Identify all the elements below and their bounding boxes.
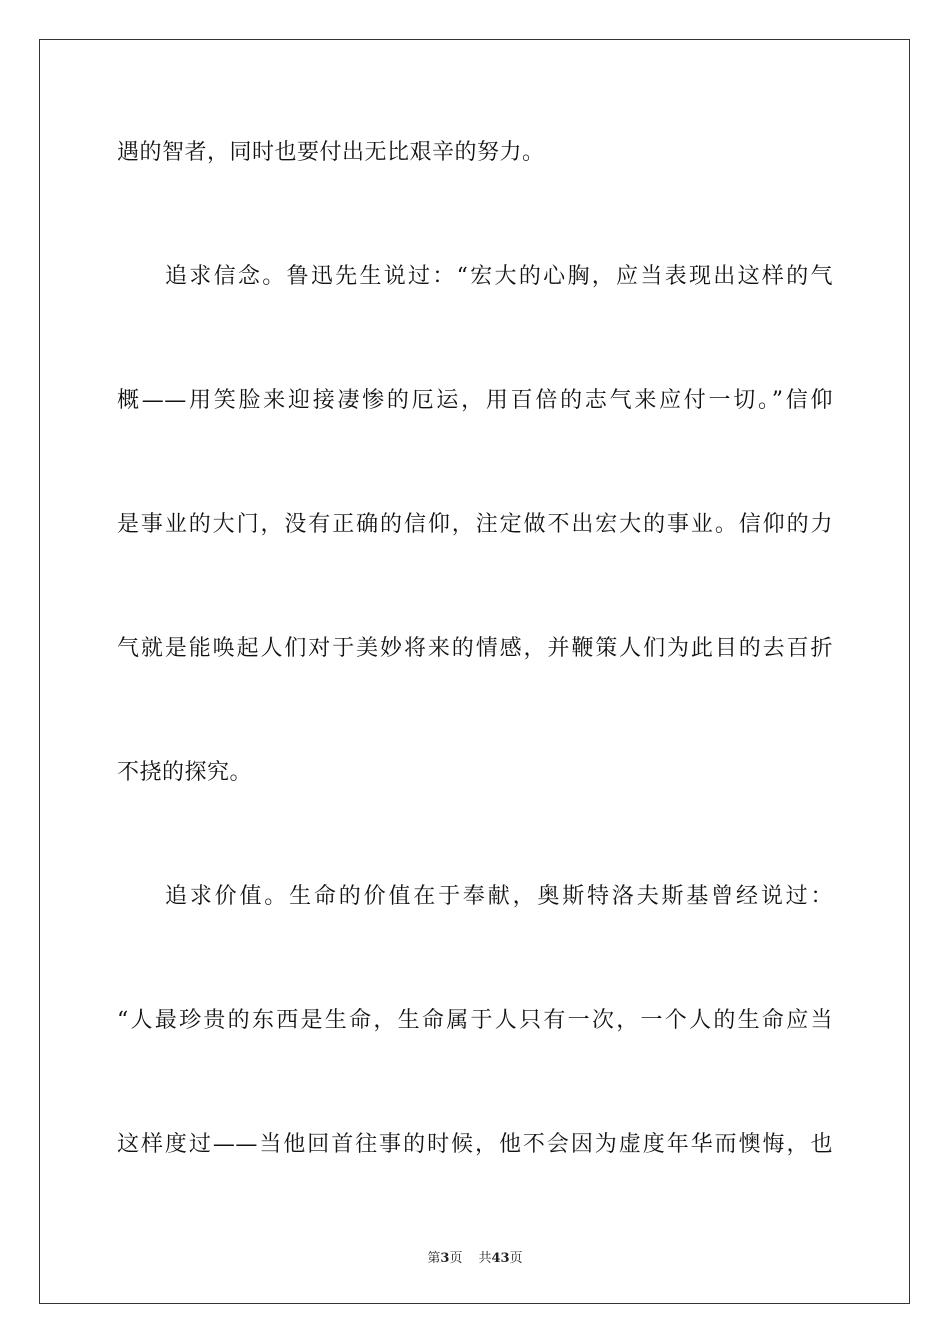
page-border: [39, 39, 910, 1304]
total-prefix: 共: [478, 1251, 492, 1266]
page-total: 43: [491, 1251, 510, 1266]
page-footer: [0, 1247, 950, 1266]
total-suffix: 页: [509, 1251, 523, 1266]
page-suffix: 页: [449, 1251, 463, 1266]
paragraph-line: 这样度过——当他回首往事的时候，他不会因为虚度年华而懊悔，也: [117, 1132, 833, 1157]
paragraph-line: 概——用笑脸来迎接凄惨的厄运，用百倍的志气来应付一切。”信仰: [117, 388, 833, 413]
paragraph-line: 不挠的探究。: [117, 760, 253, 785]
page-prefix: 第: [427, 1251, 441, 1266]
paragraph-line: 追求信念。鲁迅先生说过：“宏大的心胸，应当表现出这样的气: [165, 264, 833, 289]
page-current: 3: [440, 1251, 450, 1266]
paragraph-line: “人最珍贵的东西是生命，生命属于人只有一次，一个人的生命应当: [117, 1008, 833, 1033]
paragraph-line: 追求价值。生命的价值在于奉献，奥斯特洛夫斯基曾经说过：: [165, 884, 833, 909]
paragraph-line: 遇的智者，同时也要付出无比艰辛的努力。: [117, 140, 545, 165]
paragraph-line: 是事业的大门，没有正确的信仰，注定做不出宏大的事业。信仰的力: [117, 512, 833, 537]
paragraph-line: 气就是能唤起人们对于美妙将来的情感，并鞭策人们为此目的去百折: [117, 636, 833, 661]
